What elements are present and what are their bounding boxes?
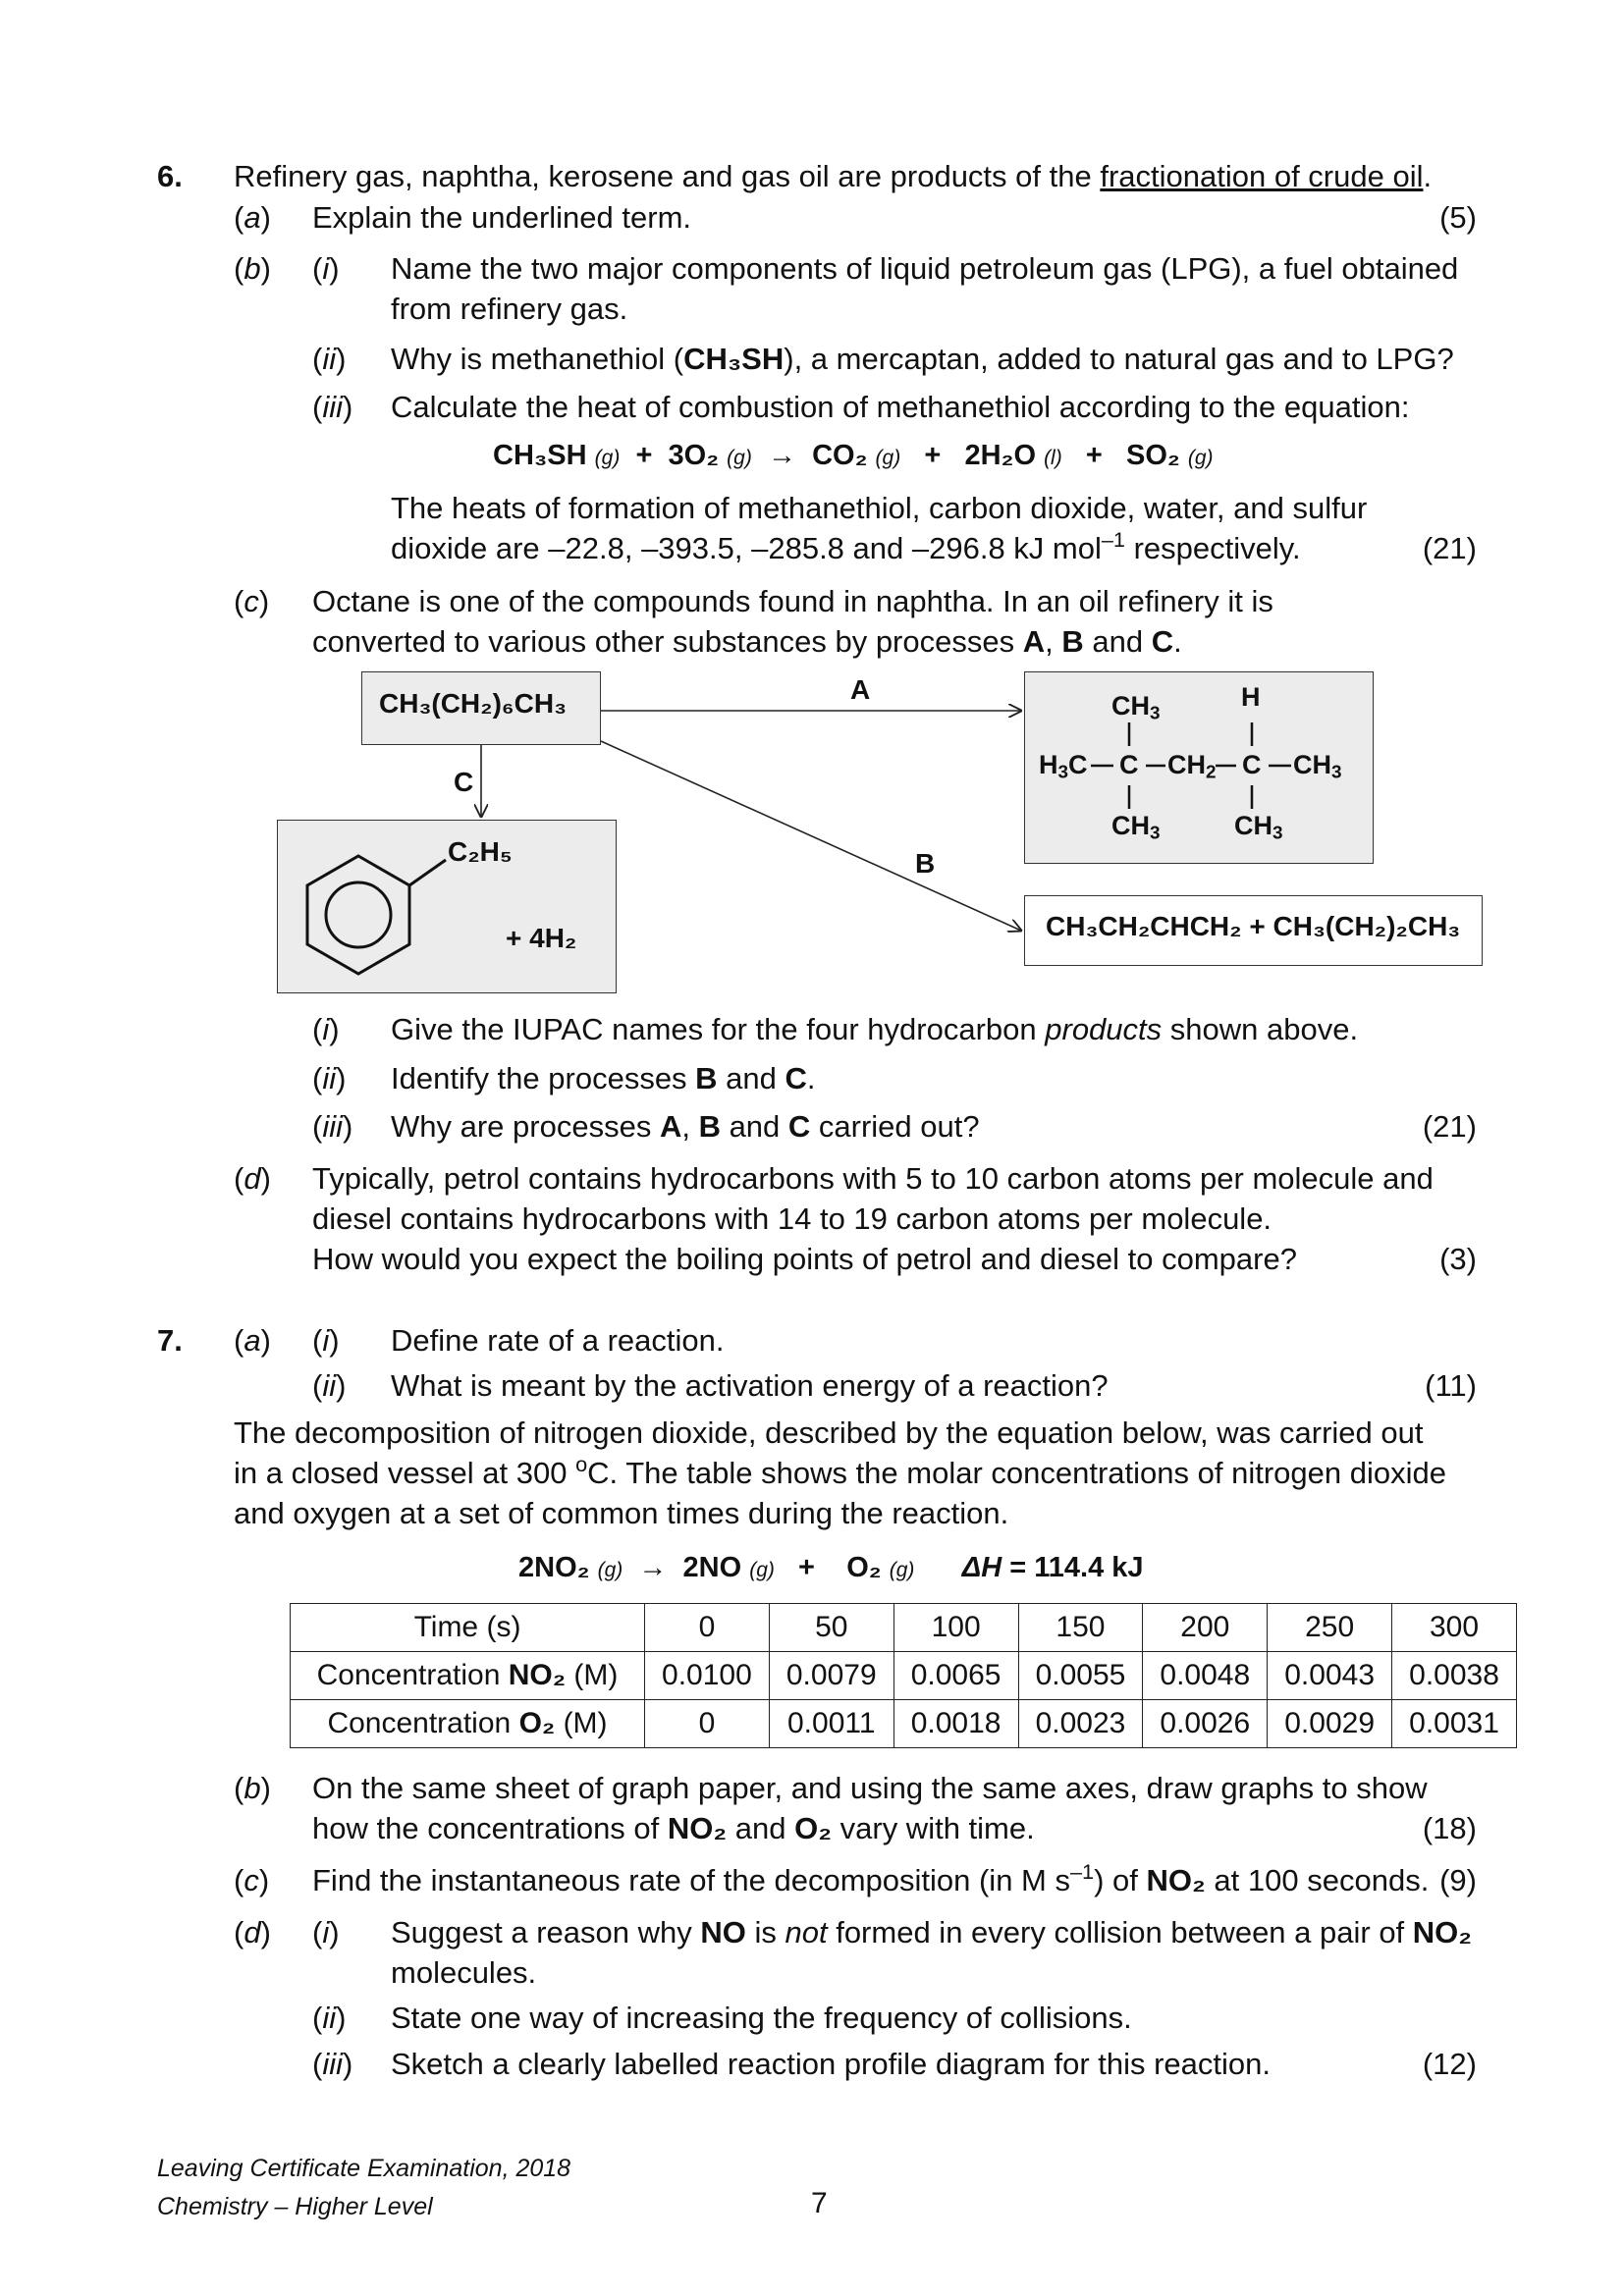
part-6a-marks: (5)	[1439, 200, 1477, 235]
table-cell: 150	[1018, 1604, 1143, 1652]
table-cell: 0.0100	[645, 1652, 770, 1700]
part-6b-ii-text: Why is methanethiol (CH₃SH), a mercaptan, added to natural gas and to LPG?	[391, 342, 1454, 376]
q7-intro-line2: in a closed vessel at 300 $^o$C. The table shows the molar concentrations of nitrogen dioxide	[234, 1452, 1446, 1490]
iso-ch2: $CH_2$	[1167, 750, 1217, 783]
part-7b-marks: (18)	[1422, 1811, 1477, 1845]
table-cell: 0.0048	[1143, 1652, 1268, 1700]
part-7b-line1: On the same sheet of graph paper, and using the same axes, draw graphs to show	[312, 1771, 1428, 1805]
part-6c-ii-text: Identify the processes B and C.	[391, 1061, 816, 1095]
table-cell: 0.0023	[1018, 1700, 1143, 1748]
table-cell: 100	[893, 1604, 1018, 1652]
part-7d-ii-text: State one way of increasing the frequency of collisions.	[391, 2001, 1132, 2035]
formation-line1: The heats of formation of methanethiol, carbon dioxide, water, and sulfur	[391, 491, 1368, 525]
part-6d-line1: Typically, petrol contains hydrocarbons with 5 to 10 carbon atoms per molecule and	[312, 1161, 1434, 1196]
part-7b-label: (b)	[234, 1771, 271, 1805]
table-row-no2	[291, 1652, 1517, 1700]
part-7a-ii-text: What is meant by the activation energy of a reaction?	[391, 1368, 1109, 1403]
concentration-table	[290, 1603, 1517, 1748]
decomposition-equation: 2NO₂ (g) → 2NO (g) + O₂ (g) ΔH = 114.4 kJ	[518, 1552, 1144, 1583]
table-cell: 0.0065	[893, 1652, 1018, 1700]
part-6b-iii-text: Calculate the heat of combustion of methanethiol according to the equation:	[391, 390, 1410, 424]
question-6-intro: Refinery gas, naphtha, kerosene and gas oil are products of the fractionation of crude oil.	[234, 159, 1433, 193]
part-6b-marks: (21)	[1422, 531, 1477, 565]
part-6b-label: (b)	[234, 251, 271, 286]
table-cell: 0.0055	[1018, 1652, 1143, 1700]
part-7c-marks: (9)	[1439, 1863, 1477, 1897]
part-6c-line2: converted to various other substances by processes A, B and C.	[312, 624, 1182, 659]
part-6b-iii-label: (iii)	[312, 390, 353, 424]
table-cell: 200	[1143, 1604, 1268, 1652]
ethylbenzene-substituent: C₂H₅	[448, 836, 513, 867]
cracking-products: CH₃CH₂CHCH₂ + CH₃(CH₂)₂CH₃	[1046, 911, 1461, 941]
table-cell: 0.0011	[769, 1700, 893, 1748]
q7-intro-line1: The decomposition of nitrogen dioxide, described by the equation below, was carried out	[234, 1415, 1424, 1450]
part-7d-iii-text: Sketch a clearly labelled reaction profile diagram for this reaction.	[391, 2047, 1272, 2081]
part-7d-i-line1: Suggest a reason why NO is not formed in every collision between a pair of NO₂	[391, 1915, 1473, 1949]
part-6b-i-line2: from refinery gas.	[391, 292, 628, 326]
row-label-time: Time (s)	[291, 1604, 645, 1652]
combustion-equation: CH₃SH (g) + 3O₂ (g) → CO₂ (g) + 2H₂O (l) + SO₂ (g)	[493, 440, 1214, 471]
part-7d-marks: (12)	[1422, 2047, 1477, 2081]
table-row-time	[291, 1604, 1517, 1652]
underlined-term: fractionation of crude oil	[1100, 159, 1424, 193]
iso-top-ch3: $CH_3$	[1111, 691, 1161, 724]
page-number: 7	[811, 2187, 828, 2219]
part-7a-i-text: Define rate of a reaction.	[391, 1323, 725, 1358]
iso-carbon-2: C	[1242, 750, 1262, 779]
table-cell: 50	[769, 1604, 893, 1652]
part-6c-i-text: Give the IUPAC names for the four hydrocarbon products shown above.	[391, 1012, 1359, 1046]
process-b-label: B	[915, 848, 936, 879]
iso-left-h3c: $H_3C$	[1039, 750, 1088, 783]
part-7a-ii-label: (ii)	[312, 1368, 347, 1403]
part-6c-iii-label: (iii)	[312, 1109, 353, 1144]
part-7d-i-line2: molecules.	[391, 1955, 537, 1990]
arrow-b	[601, 741, 1021, 931]
table-cell: 0.0029	[1268, 1700, 1392, 1748]
process-c-label: C	[454, 767, 474, 797]
part-7c-label: (c)	[234, 1863, 270, 1897]
hydrogen-product: + 4H₂	[506, 923, 577, 953]
part-6c-ii-label: (ii)	[312, 1061, 347, 1095]
q7-intro-line3: and oxygen at a set of common times during the reaction.	[234, 1496, 1009, 1530]
iso-bottom-ch3-1: $CH_3$	[1111, 811, 1161, 844]
table-cell: 0	[645, 1604, 770, 1652]
part-6d-label: (d)	[234, 1161, 271, 1196]
table-cell: 0.0031	[1392, 1700, 1517, 1748]
iso-bottom-ch3-2: $CH_3$	[1234, 811, 1283, 844]
table-cell: 0.0043	[1268, 1652, 1392, 1700]
part-7a-i-label: (i)	[312, 1323, 340, 1358]
iso-top-h: H	[1241, 682, 1261, 712]
part-7a-marks: (11)	[1425, 1368, 1477, 1403]
part-6c-line1: Octane is one of the compounds found in naphtha. In an oil refinery it is	[312, 584, 1273, 618]
formation-line2: dioxide are –22.8, –393.5, –285.8 and –296.8 kJ mol$^{-1}$ respectively.	[391, 527, 1301, 565]
table-cell: 300	[1392, 1604, 1517, 1652]
row-label-no2: Concentration NO₂ (M)	[291, 1652, 645, 1700]
octane-formula: CH₃(CH₂)₆CH₃	[379, 688, 568, 719]
table-cell: 0.0018	[893, 1700, 1018, 1748]
question-7-number: 7.	[157, 1323, 183, 1358]
table-cell: 0.0026	[1143, 1700, 1268, 1748]
iso-right-ch3: $CH_3$	[1293, 750, 1342, 783]
table-cell: 0.0038	[1392, 1652, 1517, 1700]
part-7d-i-label: (i)	[312, 1915, 340, 1949]
footer-exam-title: Leaving Certificate Examination, 2018	[157, 2155, 571, 2182]
part-6d-line2: diesel contains hydrocarbons with 14 to 19 carbon atoms per molecule.	[312, 1201, 1272, 1236]
part-6d-line3: How would you expect the boiling points of petrol and diesel to compare?	[312, 1242, 1297, 1276]
part-6b-ii-label: (ii)	[312, 342, 347, 376]
part-6d-marks: (3)	[1439, 1242, 1477, 1276]
table-cell: 250	[1268, 1604, 1392, 1652]
benzene-ring-icon	[307, 856, 446, 974]
part-7d-ii-label: (ii)	[312, 2001, 347, 2035]
part-7d-label: (d)	[234, 1915, 271, 1949]
row-label-o2: Concentration O₂ (M)	[291, 1700, 645, 1748]
part-6c-iii-text: Why are processes A, B and C carried out?	[391, 1109, 980, 1144]
part-6a-label: (a)	[234, 200, 271, 235]
part-6b-i-line1: Name the two major components of liquid petroleum gas (LPG), a fuel obtained	[391, 251, 1459, 286]
part-6a-text: Explain the underlined term.	[312, 200, 692, 235]
part-6c-marks: (21)	[1422, 1109, 1477, 1144]
part-6c-i-label: (i)	[312, 1012, 340, 1046]
part-6c-label: (c)	[234, 584, 270, 618]
iso-carbon-1: C	[1119, 750, 1139, 779]
table-cell: 0.0079	[769, 1652, 893, 1700]
table-row-o2	[291, 1700, 1517, 1748]
part-7a-label: (a)	[234, 1323, 271, 1358]
table-cell: 0	[645, 1700, 770, 1748]
part-7d-iii-label: (iii)	[312, 2047, 353, 2081]
question-6-number: 6.	[157, 159, 183, 193]
footer-subject: Chemistry – Higher Level	[157, 2193, 433, 2220]
part-7b-line2: how the concentrations of NO₂ and O₂ vary with time.	[312, 1811, 1035, 1845]
part-7c-text: Find the instantaneous rate of the decomposition (in M $s^{-1}$) of NO₂ at 100 seconds.	[312, 1859, 1430, 1897]
process-a-label: A	[850, 674, 871, 705]
part-6b-i-label: (i)	[312, 251, 340, 286]
